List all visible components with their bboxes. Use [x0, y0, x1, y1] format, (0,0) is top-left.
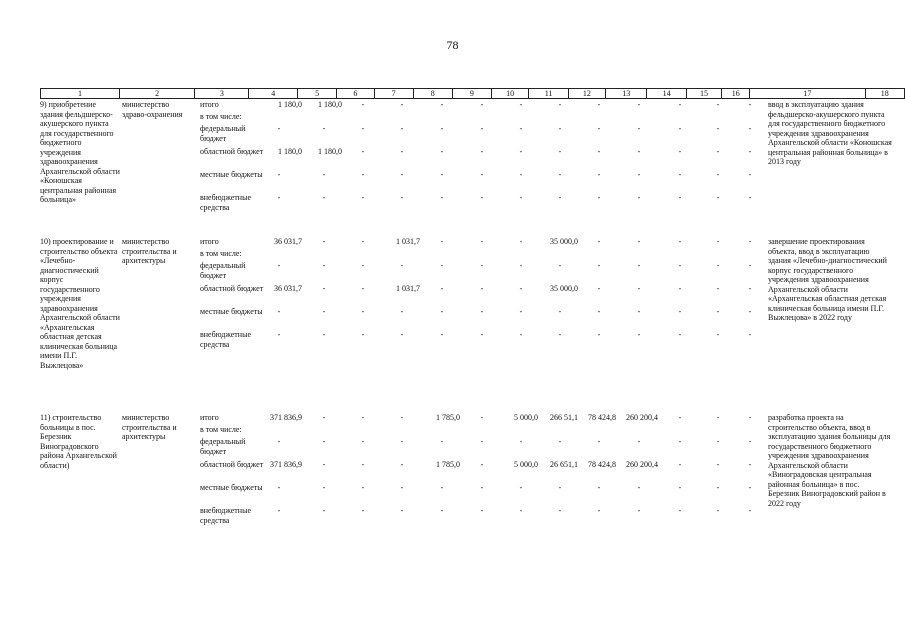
- row-note: ввод в эксплуатацию здания фельдшерско-акушерского пункта для государственного бюджетного учреждения здравоохранения Архангельской области «Коношская центральная районная больница» в 2013 году: [768, 100, 892, 166]
- cell-value: -: [748, 261, 752, 270]
- column-header-16: 16: [722, 89, 750, 99]
- row-executor: министерство строительства и архитектуры: [122, 237, 177, 265]
- cell-value: -: [322, 437, 326, 446]
- cell-value: 260 200,4: [626, 460, 658, 469]
- cell-value: -: [322, 460, 326, 469]
- column-header-12: 12: [568, 89, 605, 99]
- cell-value: -: [597, 193, 601, 202]
- cell-value: -: [440, 506, 444, 515]
- cell-value: -: [440, 237, 444, 246]
- cell-value: -: [558, 483, 562, 492]
- cell-value: 371 836,9: [270, 413, 302, 422]
- cell-value: -: [597, 284, 601, 293]
- cell-value: -: [361, 437, 365, 446]
- source-label: внебюджетные средства: [200, 506, 251, 525]
- cell-value: -: [716, 437, 720, 446]
- cell-value: 5 000,0: [514, 413, 538, 422]
- cell-value: -: [519, 483, 523, 492]
- cell-value: -: [678, 413, 682, 422]
- cell-value: 35 000,0: [550, 284, 578, 293]
- cell-value: -: [322, 483, 326, 492]
- cell-value: -: [440, 437, 444, 446]
- cell-value: -: [678, 460, 682, 469]
- cell-value: -: [361, 237, 365, 246]
- source-label: итого: [200, 237, 219, 246]
- cell-value: -: [637, 506, 641, 515]
- cell-value: -: [480, 237, 484, 246]
- cell-value: -: [748, 437, 752, 446]
- cell-value: -: [480, 307, 484, 316]
- cell-value: 5 000,0: [514, 460, 538, 469]
- row-name: 11) строительство больницы в пос. Березник Виноградовского района Архангельской области): [40, 413, 117, 470]
- column-header-8: 8: [413, 89, 452, 99]
- cell-value: -: [361, 100, 365, 109]
- cell-value: -: [480, 506, 484, 515]
- cell-value: -: [361, 147, 365, 156]
- cell-value: -: [519, 124, 523, 133]
- cell-value: -: [637, 124, 641, 133]
- cell-value: -: [678, 170, 682, 179]
- cell-value: -: [716, 237, 720, 246]
- cell-value: -: [361, 124, 365, 133]
- cell-value: -: [748, 124, 752, 133]
- cell-value: -: [322, 330, 326, 339]
- cell-value: -: [716, 100, 720, 109]
- cell-value: -: [597, 100, 601, 109]
- cell-value: -: [480, 261, 484, 270]
- cell-value: -: [322, 124, 326, 133]
- source-label: внебюджетные средства: [200, 193, 251, 212]
- cell-value: -: [716, 483, 720, 492]
- cell-value: -: [400, 100, 404, 109]
- column-header-15: 15: [686, 89, 722, 99]
- cell-value: -: [748, 100, 752, 109]
- cell-value: -: [678, 284, 682, 293]
- cell-value: -: [678, 437, 682, 446]
- cell-value: -: [748, 307, 752, 316]
- cell-value: -: [277, 124, 281, 133]
- cell-value: -: [678, 100, 682, 109]
- source-label: федеральный бюджет: [200, 437, 246, 456]
- cell-value: -: [400, 170, 404, 179]
- cell-value: -: [277, 506, 281, 515]
- column-header-7: 7: [374, 89, 413, 99]
- cell-value: -: [480, 330, 484, 339]
- source-label: федеральный бюджет: [200, 124, 246, 143]
- cell-value: -: [748, 413, 752, 422]
- cell-value: -: [277, 330, 281, 339]
- cell-value: -: [361, 460, 365, 469]
- cell-value: -: [322, 261, 326, 270]
- cell-value: 1 180,0: [278, 147, 302, 156]
- column-header-13: 13: [606, 89, 647, 99]
- row-name: 10) проектирование и строительство объекта «Лечебно-диагностический корпус государственного учреждения здравоохранения Архангельской области «Архангельская областная детская клиническая больница имени П.Г. Выжлецова»: [40, 237, 120, 370]
- cell-value: -: [558, 193, 562, 202]
- cell-value: -: [558, 147, 562, 156]
- cell-value: -: [748, 237, 752, 246]
- cell-value: -: [322, 193, 326, 202]
- cell-value: -: [480, 170, 484, 179]
- source-label: местные бюджеты: [200, 307, 263, 316]
- cell-value: 1 180,0: [318, 147, 342, 156]
- cell-value: -: [748, 460, 752, 469]
- cell-value: -: [519, 307, 523, 316]
- source-label: в том числе:: [200, 112, 242, 121]
- cell-value: -: [361, 261, 365, 270]
- cell-value: -: [558, 330, 562, 339]
- cell-value: -: [440, 147, 444, 156]
- row-note: разработка проекта на строительство объекта, ввод в эксплуатацию здания больницы для государственного бюджетного учреждения здравоохранения Архангельской области «Виноградовская центральная районная больница» в пос. Березник Виноградовский район в 2022 году: [768, 413, 891, 508]
- source-label: внебюджетные средства: [200, 330, 251, 349]
- cell-value: -: [678, 124, 682, 133]
- cell-value: -: [637, 237, 641, 246]
- source-label: областной бюджет: [200, 147, 264, 156]
- column-header-1: 1: [41, 89, 120, 99]
- cell-value: -: [277, 261, 281, 270]
- cell-value: -: [480, 483, 484, 492]
- cell-value: -: [519, 147, 523, 156]
- cell-value: -: [400, 307, 404, 316]
- source-label: областной бюджет: [200, 284, 264, 293]
- cell-value: -: [480, 193, 484, 202]
- cell-value: -: [322, 413, 326, 422]
- column-header-4: 4: [249, 89, 298, 99]
- cell-value: 36 031,7: [274, 237, 302, 246]
- cell-value: -: [637, 170, 641, 179]
- source-label: итого: [200, 413, 219, 422]
- cell-value: -: [440, 483, 444, 492]
- source-label: областной бюджет: [200, 460, 264, 469]
- cell-value: -: [597, 506, 601, 515]
- cell-value: -: [400, 460, 404, 469]
- cell-value: 78 424,8: [588, 413, 616, 422]
- cell-value: -: [519, 100, 523, 109]
- cell-value: -: [637, 330, 641, 339]
- column-number-header: [40, 88, 905, 99]
- cell-value: -: [637, 147, 641, 156]
- cell-value: -: [440, 330, 444, 339]
- cell-value: -: [322, 506, 326, 515]
- cell-value: -: [597, 261, 601, 270]
- cell-value: -: [480, 124, 484, 133]
- column-header-10: 10: [491, 89, 528, 99]
- cell-value: -: [597, 330, 601, 339]
- cell-value: -: [322, 237, 326, 246]
- cell-value: -: [748, 193, 752, 202]
- cell-value: -: [716, 330, 720, 339]
- cell-value: -: [558, 307, 562, 316]
- cell-value: -: [440, 124, 444, 133]
- column-header-2: 2: [119, 89, 194, 99]
- cell-value: -: [716, 460, 720, 469]
- cell-value: -: [361, 307, 365, 316]
- source-label: федеральный бюджет: [200, 261, 246, 280]
- cell-value: -: [597, 307, 601, 316]
- cell-value: -: [440, 100, 444, 109]
- cell-value: -: [361, 170, 365, 179]
- cell-value: -: [678, 506, 682, 515]
- cell-value: -: [637, 437, 641, 446]
- cell-value: -: [597, 237, 601, 246]
- cell-value: -: [440, 170, 444, 179]
- cell-value: -: [361, 506, 365, 515]
- cell-value: 1 785,0: [436, 460, 460, 469]
- cell-value: -: [277, 170, 281, 179]
- cell-value: -: [277, 483, 281, 492]
- column-header-18: 18: [865, 89, 905, 99]
- cell-value: -: [558, 124, 562, 133]
- cell-value: -: [748, 330, 752, 339]
- cell-value: -: [716, 506, 720, 515]
- cell-value: -: [361, 413, 365, 422]
- cell-value: -: [480, 437, 484, 446]
- cell-value: -: [519, 284, 523, 293]
- cell-value: -: [519, 437, 523, 446]
- cell-value: -: [480, 460, 484, 469]
- column-header-11: 11: [529, 89, 568, 99]
- cell-value: 36 031,7: [274, 284, 302, 293]
- cell-value: -: [678, 147, 682, 156]
- cell-value: -: [361, 284, 365, 293]
- cell-value: -: [322, 170, 326, 179]
- cell-value: -: [597, 170, 601, 179]
- cell-value: -: [637, 100, 641, 109]
- cell-value: -: [400, 506, 404, 515]
- cell-value: -: [519, 506, 523, 515]
- cell-value: -: [637, 307, 641, 316]
- cell-value: -: [480, 147, 484, 156]
- cell-value: -: [558, 506, 562, 515]
- row-name: 9) приобретение здания фельдшерско-акушерского пункта для государственного бюджетного учреждения здравоохранения Архангельской области «Коношская центральная районная больница»: [40, 100, 120, 204]
- cell-value: -: [678, 237, 682, 246]
- cell-value: -: [519, 193, 523, 202]
- column-header-17: 17: [750, 89, 865, 99]
- cell-value: -: [400, 147, 404, 156]
- cell-value: -: [400, 413, 404, 422]
- cell-value: -: [519, 170, 523, 179]
- cell-value: -: [558, 170, 562, 179]
- cell-value: -: [637, 483, 641, 492]
- cell-value: -: [748, 147, 752, 156]
- cell-value: -: [678, 193, 682, 202]
- cell-value: -: [716, 307, 720, 316]
- source-label: местные бюджеты: [200, 483, 263, 492]
- cell-value: -: [716, 124, 720, 133]
- cell-value: 1 180,0: [318, 100, 342, 109]
- cell-value: -: [716, 413, 720, 422]
- cell-value: -: [637, 193, 641, 202]
- cell-value: 26 651,1: [550, 460, 578, 469]
- cell-value: -: [716, 261, 720, 270]
- cell-value: -: [400, 483, 404, 492]
- cell-value: -: [519, 237, 523, 246]
- cell-value: -: [597, 147, 601, 156]
- row-note: завершение проектирования объекта, ввод в эксплуатацию здания «Лечебно-диагностический корпус государственного учреждения здравоохранения Архангельской области «Архангельская областная детская клиническая больница имени П.Г. Выжлецова» в 2022 году: [768, 237, 887, 322]
- cell-value: -: [400, 437, 404, 446]
- source-label: местные бюджеты: [200, 170, 263, 179]
- cell-value: -: [716, 147, 720, 156]
- cell-value: -: [400, 261, 404, 270]
- cell-value: -: [678, 261, 682, 270]
- cell-value: -: [440, 307, 444, 316]
- column-header-3: 3: [195, 89, 249, 99]
- cell-value: -: [558, 100, 562, 109]
- cell-value: -: [322, 284, 326, 293]
- cell-value: 35 000,0: [550, 237, 578, 246]
- cell-value: -: [716, 193, 720, 202]
- cell-value: -: [322, 307, 326, 316]
- cell-value: -: [678, 330, 682, 339]
- cell-value: -: [716, 284, 720, 293]
- cell-value: -: [597, 124, 601, 133]
- cell-value: -: [637, 261, 641, 270]
- column-header-6: 6: [337, 89, 374, 99]
- cell-value: -: [558, 437, 562, 446]
- cell-value: -: [480, 413, 484, 422]
- cell-value: -: [400, 330, 404, 339]
- column-header-5: 5: [298, 89, 337, 99]
- source-label: в том числе:: [200, 425, 242, 434]
- cell-value: -: [361, 193, 365, 202]
- row-executor: министерство строительства и архитектуры: [122, 413, 177, 441]
- cell-value: -: [400, 193, 404, 202]
- cell-value: -: [519, 261, 523, 270]
- source-label: итого: [200, 100, 219, 109]
- cell-value: 1 785,0: [436, 413, 460, 422]
- cell-value: 260 200,4: [626, 413, 658, 422]
- cell-value: -: [597, 437, 601, 446]
- row-executor: министерство здраво-охранения: [122, 100, 183, 119]
- cell-value: -: [400, 124, 404, 133]
- cell-value: -: [558, 261, 562, 270]
- cell-value: -: [748, 284, 752, 293]
- cell-value: 266 51,1: [550, 413, 578, 422]
- cell-value: -: [480, 100, 484, 109]
- source-label: в том числе:: [200, 249, 242, 258]
- column-header-14: 14: [647, 89, 686, 99]
- cell-value: 1 031,7: [396, 284, 420, 293]
- cell-value: -: [361, 330, 365, 339]
- cell-value: -: [277, 193, 281, 202]
- page-number: 78: [446, 38, 459, 52]
- cell-value: 1 031,7: [396, 237, 420, 246]
- cell-value: -: [440, 261, 444, 270]
- cell-value: -: [748, 170, 752, 179]
- cell-value: 1 180,0: [278, 100, 302, 109]
- cell-value: -: [440, 193, 444, 202]
- cell-value: -: [361, 483, 365, 492]
- cell-value: -: [597, 483, 601, 492]
- cell-value: -: [440, 284, 444, 293]
- cell-value: -: [678, 307, 682, 316]
- cell-value: -: [748, 506, 752, 515]
- cell-value: -: [277, 307, 281, 316]
- cell-value: -: [277, 437, 281, 446]
- cell-value: -: [480, 284, 484, 293]
- cell-value: 78 424,8: [588, 460, 616, 469]
- cell-value: -: [519, 330, 523, 339]
- column-header-9: 9: [452, 89, 491, 99]
- cell-value: -: [748, 483, 752, 492]
- cell-value: -: [716, 170, 720, 179]
- cell-value: -: [678, 483, 682, 492]
- cell-value: 371 836,9: [270, 460, 302, 469]
- cell-value: -: [637, 284, 641, 293]
